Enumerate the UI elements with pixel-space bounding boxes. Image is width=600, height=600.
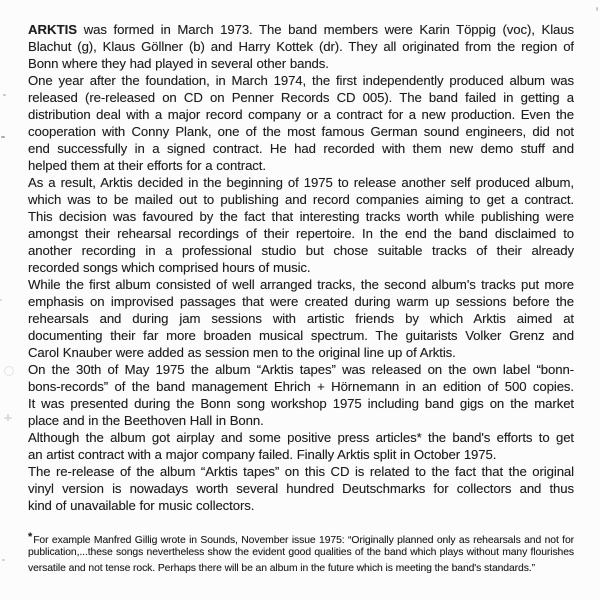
text-line: Blachut (g), Klaus Göllner (b) and Harry Kottek (dr). They all originated from the region of [28, 39, 574, 54]
scan-speck [2, 559, 5, 561]
paragraph [28, 174, 574, 276]
text-line: which was to be mailed out to publishing and record companies aiming to get a contract. [28, 192, 574, 207]
text-line: ARKTIS was formed in March 1973. The band members were Karin Töppig (voc), Klaus [28, 22, 574, 37]
scan-speck [596, 7, 598, 11]
footnote-asterisk: * [28, 531, 33, 543]
text-line: an artist contract with a major company failed. Finally Arktis split in October 1975. [28, 447, 497, 462]
scan-speck [4, 366, 14, 376]
text-line: Bonn where they had played in several other bands. [28, 56, 329, 71]
text-line: It was presented during the Bonn song workshop 1975 including band gigs on the market [28, 396, 574, 411]
text-line: kind of unavailable for music collectors. [28, 498, 255, 513]
text-line: documenting their far more broaden musical spectrum. The guitarists Volker Grenz and [28, 328, 574, 343]
text-line: cooperation with Conny Plank, one of the most famous German sound engineers, did not [28, 124, 574, 139]
paragraph [28, 72, 574, 174]
scan-speck [0, 299, 2, 301]
paragraph [28, 429, 574, 463]
paragraph [28, 361, 574, 429]
liner-notes-article [28, 21, 574, 514]
text-line: distribution deal with a major record company or a contract for a new production. Even the [28, 107, 574, 122]
text-line: One year after the foundation, in March 1974, the first independently produced album was [28, 73, 574, 88]
text-line: While the first album consisted of well arranged tracks, the second album's tracks put more [28, 277, 574, 292]
text-line: *For example Manfred Gillig wrote in Sounds, November issue 1975: “Originally planned only as rehearsals and not for [28, 531, 574, 545]
text-line: rehearsals and during jam sessions with artistic friends by which Arktis aimed at [28, 311, 574, 326]
text-line: bons-records” of the band management Ehrich + Hörnemann in an edition of 500 copies. [28, 379, 574, 394]
paragraph [28, 276, 574, 361]
text-line: versatile and not tense rock. Perhaps there will be an album in the future which is meeting the band's standards.” [28, 563, 535, 574]
scan-speck [1, 136, 5, 138]
scan-speck [4, 417, 12, 419]
text-line: The re-release of the album “Arktis tapes” on this CD is related to the fact that the original [28, 464, 574, 479]
text-line: Although the album got airplay and some positive press articles* the band's efforts to get [28, 430, 574, 445]
text-line: place and in the Beethoven Hall in Bonn. [28, 413, 264, 428]
text-line: released (re-released on CD on Penner Records CD 005). The band failed in getting a [28, 90, 574, 105]
text-line: emphasis on improvised passages that were created during warm up sessions before the [28, 294, 574, 309]
text-line: end successfully in a signed contract. He had recorded with them new demo stuff and [28, 141, 574, 156]
band-name-bold: ARKTIS [28, 22, 78, 37]
text-line: Carol Knauber were added as session men to the original line up of Arktis. [28, 345, 456, 360]
text-line: amongst their rehearsal recordings of their repertoire. In the end the band disclaimed to [28, 226, 574, 241]
text-line: This decision was favoured by the fact that interesting tracks worth while publishing were [28, 209, 574, 224]
text-line: vinyl version is nowadays worth several hundred Deutschmarks for collectors and thus [28, 481, 574, 496]
paragraph [28, 21, 574, 72]
footnote [28, 529, 574, 577]
text-line: On the 30th of May 1975 the album “Arktis tapes” was released on the own label “bonn- [28, 362, 574, 377]
text-line: publication,...these songs nevertheless show the evident good qualities of the band which plays without many flourishes [28, 547, 574, 558]
text-line: another recording in a professional studio but chose suitable tracks of their already [28, 243, 574, 258]
scan-speck [3, 94, 6, 96]
text-line: As a result, Arktis decided in the beginning of 1975 to release another self produced album, [28, 175, 574, 190]
text-line: recorded songs which comprised hours of music. [28, 260, 311, 275]
text-line: helped them at their efforts for a contract. [28, 158, 266, 173]
paragraph [28, 463, 574, 514]
